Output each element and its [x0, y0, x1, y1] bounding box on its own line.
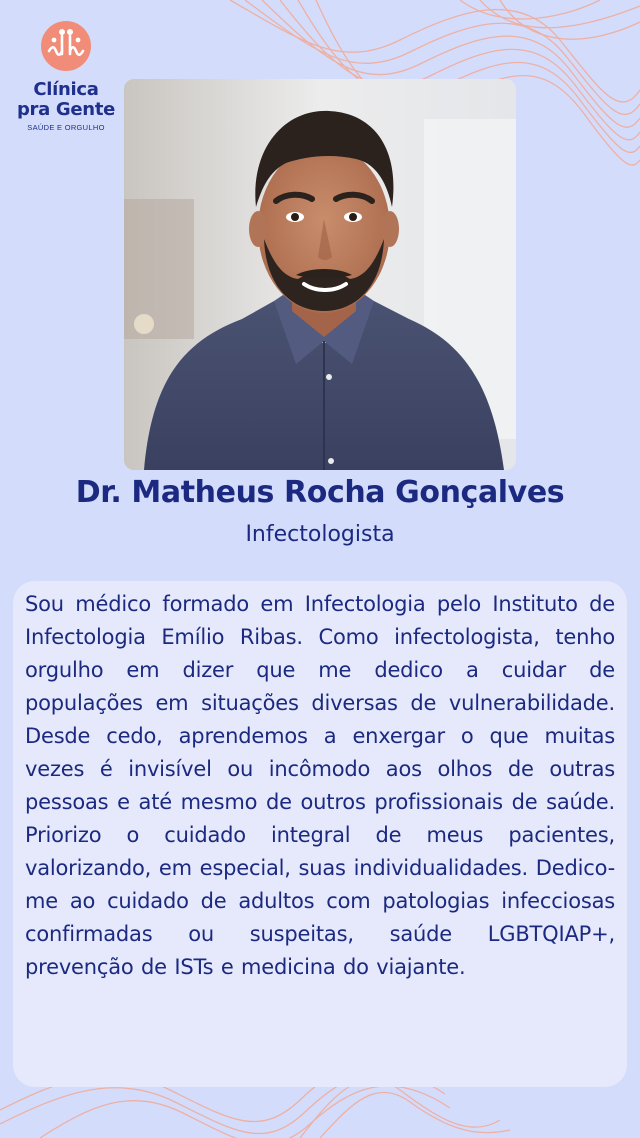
wave-figures-icon — [40, 20, 92, 72]
doctor-specialty: Infectologista — [245, 522, 395, 547]
logo-tagline: SAÚDE E ORGULHO — [27, 123, 105, 132]
bio-card — [13, 581, 627, 1087]
doctor-name: Dr. Matheus Rocha Gonçalves — [75, 475, 565, 510]
logo-line-2: pra Gente — [16, 99, 116, 120]
logo-line-1: Clínica — [33, 79, 99, 100]
bio-text: Sou médico formado em Infectologia pelo Instituto de Infectologia Emílio Ribas. Como infectologista, tenho orgulho em dizer que me dedico a cuidar de populações em situações diversas de vulnerabilidade. Desde cedo, aprendemos a enxergar o que muitas vezes é invisível ou incômodo aos olhos de outras pessoas e até mesmo de outros profissionais de saúde. Priorizo o cuidado integral de meus pacientes, valorizando, em especial, suas individualidades. Dedico-me ao cuidado de adultos com patologias infecciosas confirmadas ou suspeitas, saúde LGBTQIAP+, prevenção de ISTs e medicina do viajante. — [25, 592, 615, 979]
clinic-logo — [4, 20, 128, 132]
doctor-photo — [124, 79, 516, 470]
doctor-portrait — [124, 79, 516, 470]
